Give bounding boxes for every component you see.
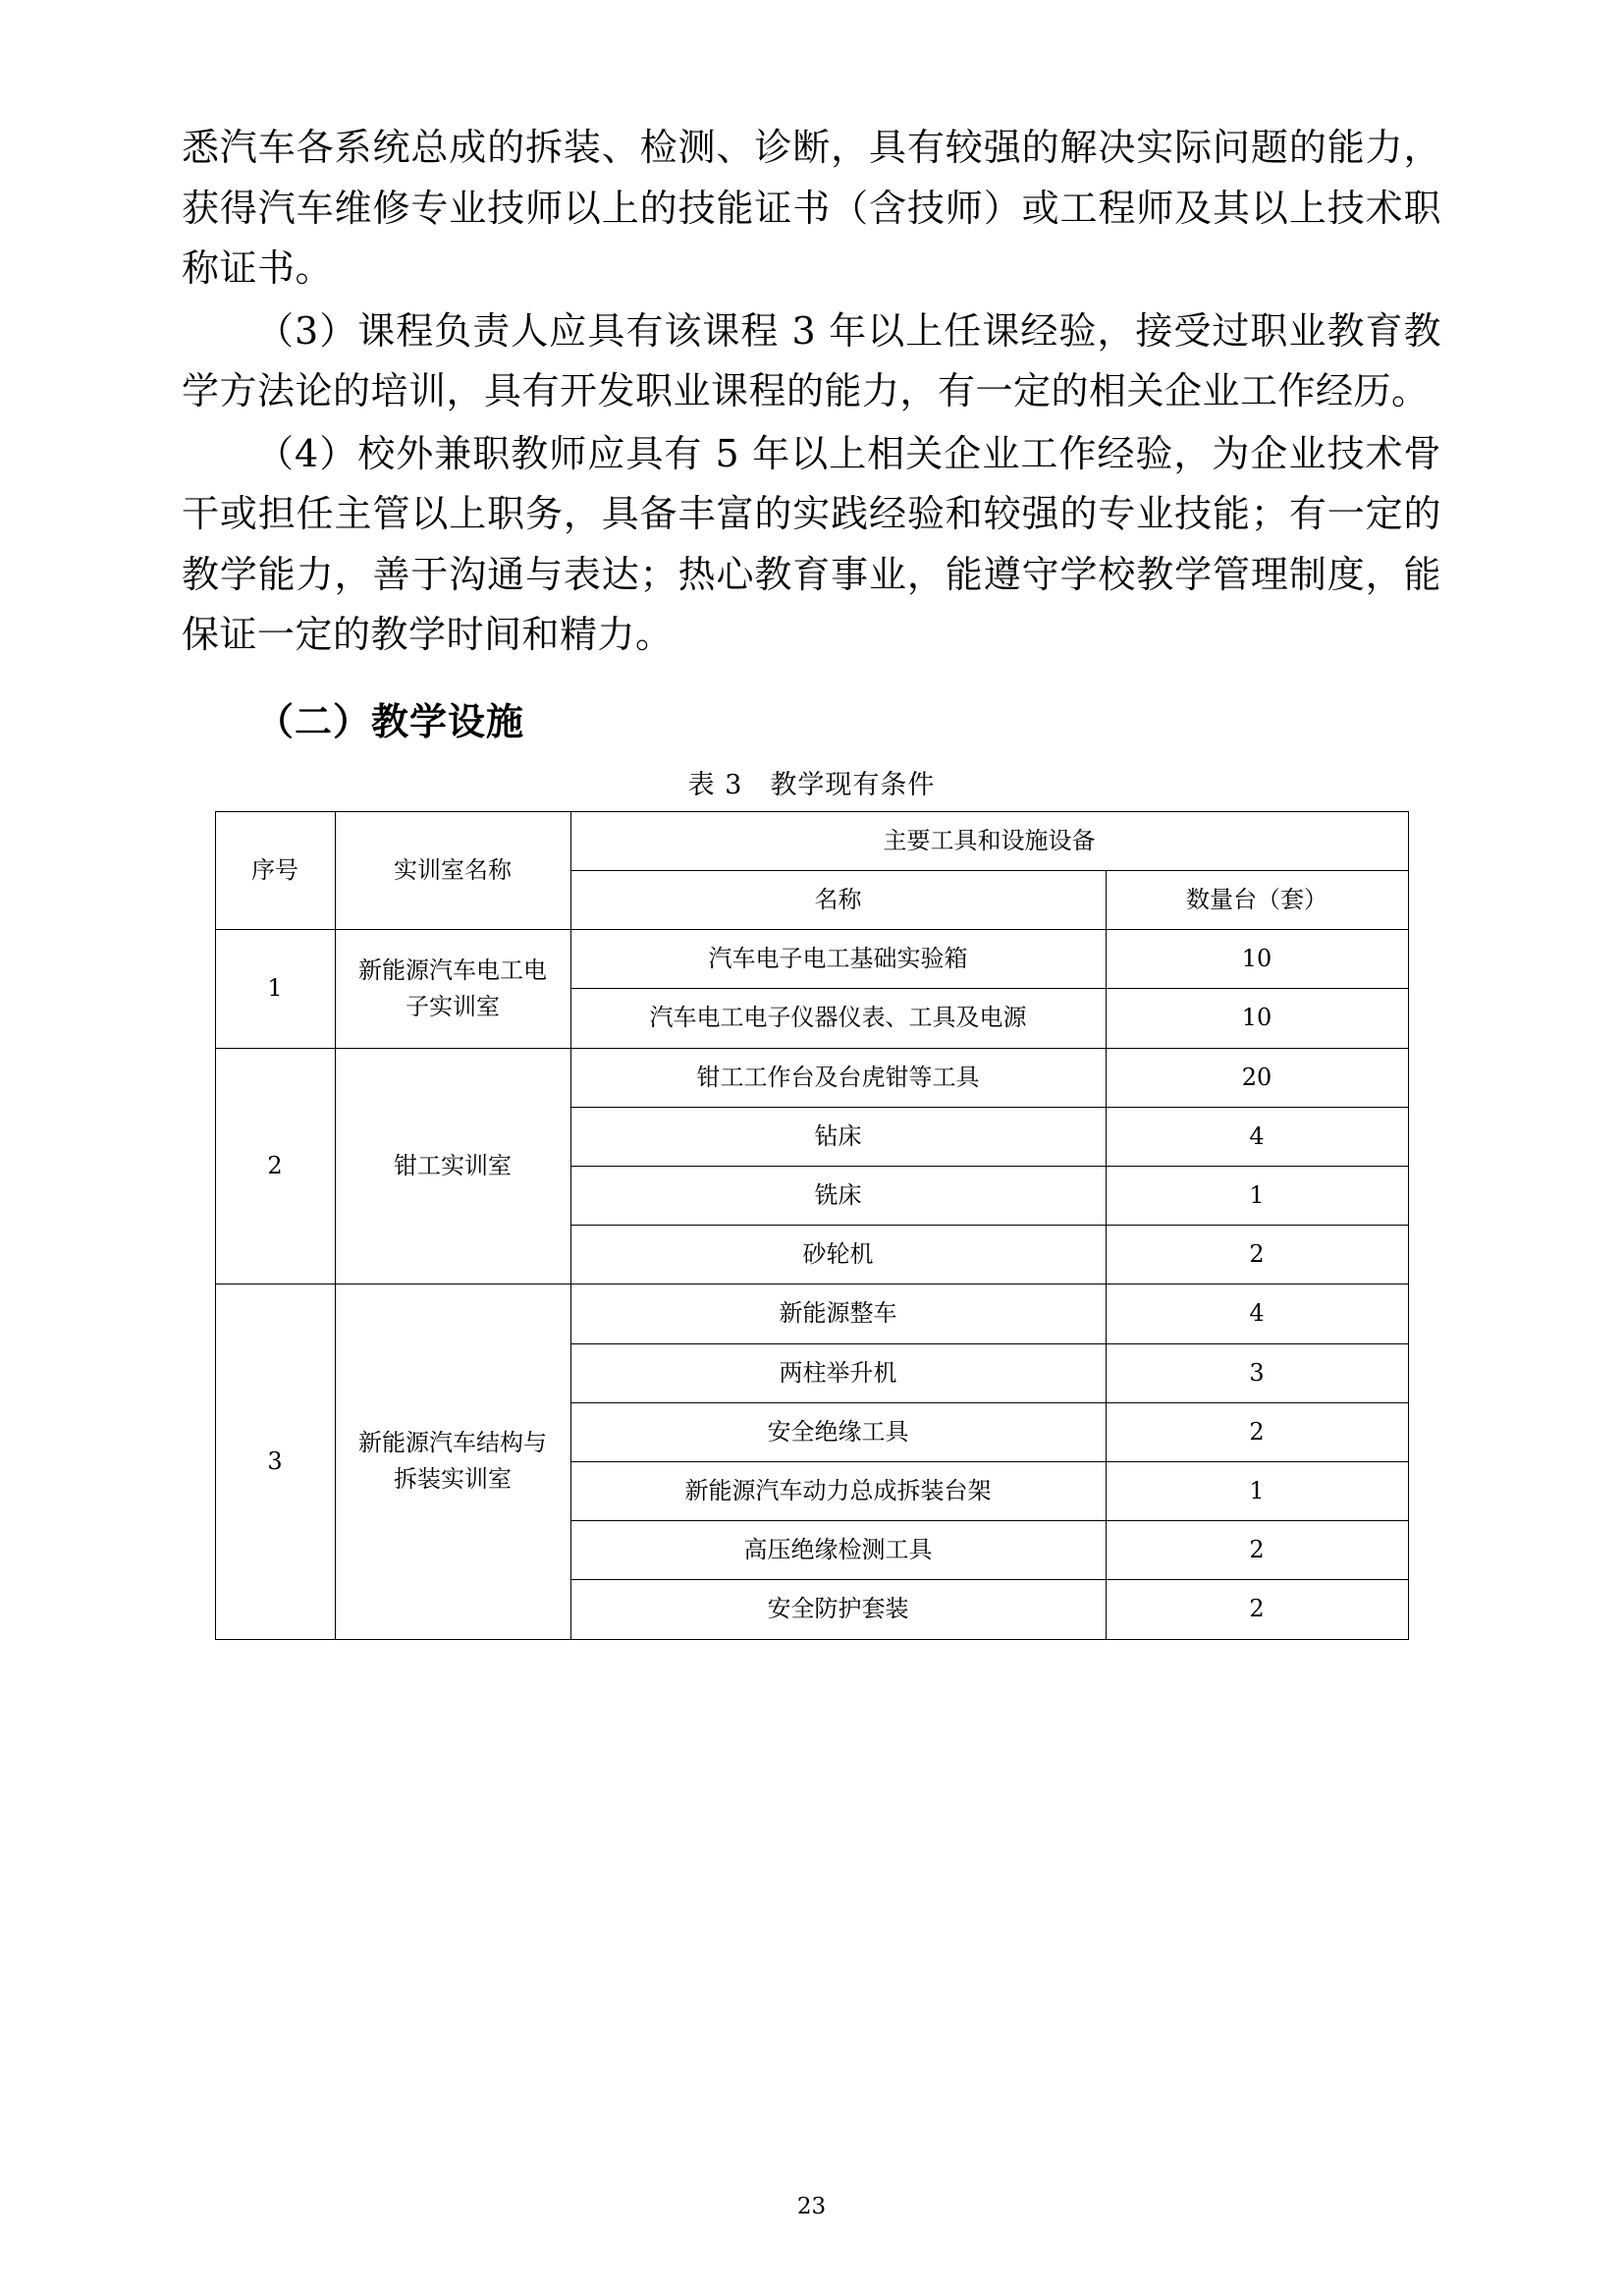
cell-seq: 3	[215, 1285, 335, 1639]
cell-item-name: 高压绝缘检测工具	[570, 1521, 1106, 1580]
cell-item-name: 安全防护套装	[570, 1580, 1106, 1639]
cell-item-name: 安全绝缘工具	[570, 1402, 1106, 1461]
cell-item-qty: 10	[1106, 989, 1408, 1048]
header-cell-group: 主要工具和设施设备	[570, 811, 1408, 870]
cell-item-name: 两柱举升机	[570, 1343, 1106, 1402]
header-cell-name: 名称	[570, 871, 1106, 930]
page-number: 23	[796, 2194, 827, 2219]
cell-item-qty: 10	[1106, 930, 1408, 989]
cell-item-qty: 2	[1106, 1402, 1408, 1461]
cell-item-qty: 20	[1106, 1048, 1408, 1107]
paragraph-item-4: （4）校外兼职教师应具有 5 年以上相关企业工作经验，为企业技术骨干或担任主管以上职务，具备丰富的实践经验和较强的专业技能；有一定的教学能力，善于沟通与表达；热心教育事业，能遵守学校教学管理制度，能保证一定的教学时间和精力。	[182, 431, 1441, 657]
cell-item-name: 汽车电工电子仪器仪表、工具及电源	[570, 989, 1106, 1048]
table-row	[215, 1285, 1408, 1343]
cell-room-line: 新能源汽车电工电	[358, 956, 547, 984]
cell-item-name: 砂轮机	[570, 1226, 1106, 1285]
cell-item-name: 钳工工作台及台虎钳等工具	[570, 1048, 1106, 1107]
body-text-block	[182, 118, 1441, 666]
paragraph-item-3: （3）课程负责人应具有该课程 3 年以上任课经验，接受过职业教育教学方法论的培训，具有开发职业课程的能力，有一定的相关企业工作经历。	[182, 308, 1441, 413]
table-row	[215, 930, 1408, 989]
header-cell-qty: 数量台（套）	[1106, 871, 1408, 930]
cell-item-qty: 4	[1106, 1107, 1408, 1166]
cell-item-name: 新能源整车	[570, 1285, 1106, 1343]
cell-item-qty: 3	[1106, 1343, 1408, 1402]
cell-item-name: 钻床	[570, 1107, 1106, 1166]
cell-item-qty: 1	[1106, 1461, 1408, 1520]
cell-item-name: 汽车电子电工基础实验箱	[570, 930, 1106, 989]
table-caption: 表 3 教学现有条件	[687, 769, 936, 800]
cell-item-qty: 1	[1106, 1167, 1408, 1226]
teaching-conditions-table	[215, 811, 1409, 1640]
cell-item-qty: 4	[1106, 1285, 1408, 1343]
cell-item-qty: 2	[1106, 1521, 1408, 1580]
cell-room	[335, 930, 570, 1048]
cell-room-line: 子实训室	[406, 992, 500, 1020]
section-heading-teaching-facilities: （二）教学设施	[256, 698, 525, 743]
cell-room	[335, 1048, 570, 1285]
cell-room	[335, 1285, 570, 1639]
cell-seq: 2	[215, 1048, 335, 1285]
cell-item-qty: 2	[1106, 1226, 1408, 1285]
cell-item-qty: 2	[1106, 1580, 1408, 1639]
cell-room-line: 钳工实训室	[394, 1151, 512, 1179]
table-header-row-1	[215, 811, 1408, 870]
cell-seq: 1	[215, 930, 335, 1048]
cell-item-name: 新能源汽车动力总成拆装台架	[570, 1461, 1106, 1520]
header-cell-seq: 序号	[215, 811, 335, 929]
paragraph-continuation: 悉汽车各系统总成的拆装、检测、诊断，具有较强的解决实际问题的能力，获得汽车维修专业技师以上的技能证书（含技师）或工程师及其以上技术职称证书。	[182, 126, 1441, 291]
cell-room-line: 拆装实训室	[394, 1465, 512, 1494]
cell-room-line: 新能源汽车结构与	[358, 1429, 547, 1457]
cell-item-name: 铣床	[570, 1167, 1106, 1226]
header-cell-room: 实训室名称	[335, 811, 570, 929]
table-row	[215, 1048, 1408, 1107]
